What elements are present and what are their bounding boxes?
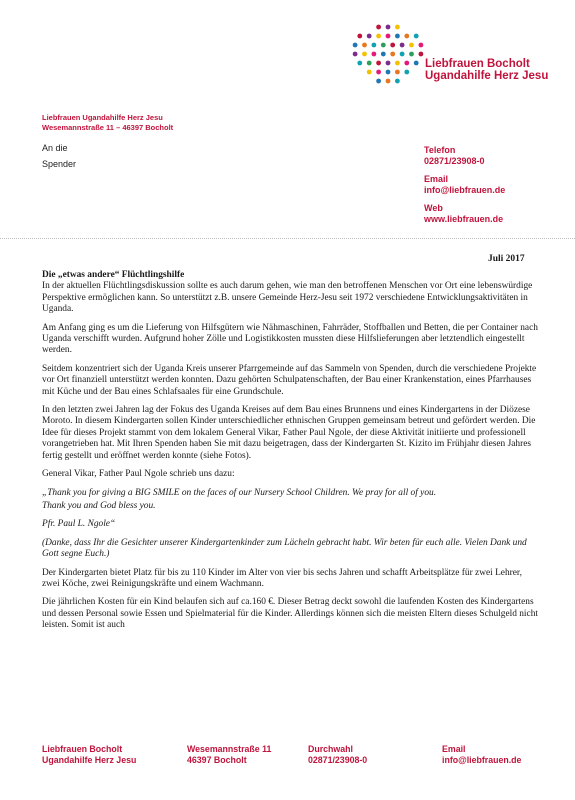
logo-dot: [367, 70, 372, 75]
letter-date: Juli 2017: [488, 254, 525, 264]
liebfrauen-logo-icon: [350, 22, 426, 86]
logo-dot: [400, 52, 405, 57]
logo-dot: [386, 61, 391, 66]
logo-dot: [395, 25, 400, 30]
quote-signature: Pfr. Paul L. Ngole“: [42, 519, 116, 530]
logo-dot: [367, 61, 372, 66]
logo-dot: [409, 43, 414, 48]
fold-line: [0, 238, 575, 239]
logo-dot: [404, 70, 409, 75]
contact-web: [424, 203, 505, 224]
footer-org-line-2: Ugandahilfe Herz Jesu: [42, 755, 137, 765]
recipient-line-1: An die: [42, 143, 68, 153]
footer-email: [442, 744, 521, 766]
footer-email-label: Email: [442, 744, 466, 754]
recipient-address: [42, 140, 76, 172]
quote-translation: (Danke, dass Ihr die Gesichter unserer Kindergartenkinder zum Lächeln gebracht habt. Wir beten für euch alle. Vielen Dank und Gott segne Euch.): [42, 537, 527, 560]
logo-line-2: Ugandahilfe Herz Jesu: [425, 70, 549, 82]
logo-dot: [409, 52, 414, 57]
footer-org-line-1: Liebfrauen Bocholt: [42, 744, 123, 754]
contact-email: [424, 174, 505, 195]
paragraph-3: Seitdem konzentriert sich der Uganda Kreis unserer Pfarrgemeinde auf das Sammeln von Spenden, durch die verschiedene Projekte vor Ort finanziell unterstützt werden konnten. Dazu gehörten Schulpatenschaften, der Bau einer Krankenstation, eines Pfarrhauses mit Küche und der Bau eines Schlafsaales für eine Grundschule.: [42, 363, 537, 397]
paragraph-6: Der Kindergarten bietet Platz für bis zu 110 Kinder im Alter von vier bis sechs Jahren und schafft Arbeitsplätze für zwei Lehrer, zwei Köche, zwei Reinigungskräfte und einem Wachmann.: [42, 567, 523, 589]
footer-phone-label: Durchwahl: [308, 744, 353, 754]
logo-dot: [400, 43, 405, 48]
email-label: Email: [424, 174, 449, 184]
logo-dot: [357, 61, 362, 66]
paragraph-7: Die jährlichen Kosten für ein Kind belaufen sich auf ca.160 €. Dieser Betrag deckt sowohl die laufenden Kosten des Kindergartens und dessen Personal sowie Essen und Spielmaterial für die Kinder. Allerdings können sich die meisten Eltern dieses Schulgeld nicht leisten. Somit ist auch: [42, 597, 538, 631]
footer-address-line-2: 46397 Bocholt: [187, 755, 247, 765]
footer-org: [42, 744, 136, 766]
footer-email-value: info@liebfrauen.de: [442, 755, 522, 765]
logo-dot: [390, 52, 395, 57]
sender-line-2: Wesemannstraße 11 – 46397 Bocholt: [42, 123, 174, 132]
logo-dot: [419, 52, 424, 57]
logo-dot: [414, 34, 419, 39]
contact-phone: [424, 145, 505, 166]
footer-address-line-1: Wesemannstraße 11: [187, 744, 272, 754]
footer-address: [187, 744, 271, 766]
contact-block: [424, 145, 505, 232]
logo-dot: [362, 43, 367, 48]
logo-dot: [404, 61, 409, 66]
logo-dot: [372, 43, 377, 48]
footer-phone: [308, 744, 367, 766]
paragraph-5: General Vikar, Father Paul Ngole schrieb uns dazu:: [42, 469, 235, 480]
logo-dot: [395, 34, 400, 39]
logo-dot: [419, 43, 424, 48]
logo-dot: [381, 52, 386, 57]
logo-dot: [386, 34, 391, 39]
logo-dot: [353, 52, 358, 57]
logo-dot: [381, 43, 386, 48]
logo-dot: [376, 79, 381, 84]
paragraph-1: In der aktuellen Flüchtlingsdiskussion sollte es auch darum gehen, wie man den betroffenen Menschen vor Ort eine lebenswürdige Perspektive ermöglichen kann. So unterstützt z.B. unsere Gemeinde Herz-Jesu seit 1972 verschiedene Entwicklungsaktivitäten in Uganda.: [42, 281, 533, 315]
logo-dot: [353, 43, 358, 48]
paragraph-2: Am Anfang ging es um die Lieferung von Hilfsgütern wie Nähmaschinen, Fahrräder, Stoffballen und Betten, die per Container nach Uganda verschifft wurden. Aufgrund hoher Zölle und Logistikkosten mussten diese Hilfslieferungen aber letztendlich eingestellt werden.: [42, 322, 538, 356]
paragraph-4: In den letzten zwei Jahren lag der Fokus des Uganda Kreises auf dem Bau eines Brunnens und eines Kindergartens in der Diözese Moroto. In diesem Kindergarten sollen Kinder unterschiedlicher ethnischen Gruppen gemeinsam betreut und gefördert werden. Die Idee für dieses Projekt stammt von dem lokalem General Vikar, Father Paul Ngole, der diese Aktivität initiierte und professionell vorangetrieben hat. Mit Ihren Spenden haben Sie mit dazu beigetragen, dass der Kindergarten St. Kizito im Frühjahr diesen Jahres fertig gestellt und eröffnet werden konnte (siehe Fotos).: [42, 405, 536, 461]
quote-line-2: Thank you and God bless you.: [42, 500, 156, 511]
logo-dot: [414, 61, 419, 66]
web-value: www.liebfrauen.de: [424, 213, 504, 224]
email-value: info@liebfrauen.de: [424, 184, 506, 195]
logo-dot: [367, 34, 372, 39]
sender-line-1: Liebfrauen Ugandahilfe Herz Jesu: [42, 113, 163, 122]
logo-dot: [395, 79, 400, 84]
logo-line-1: Liebfrauen Bocholt: [425, 58, 530, 70]
logo-dot: [386, 25, 391, 30]
phone-label: Telefon: [424, 145, 456, 155]
letter-title: Die „etwas andere“ Flüchtlingshilfe: [42, 270, 185, 280]
logo-dot: [376, 61, 381, 66]
logo-dot: [376, 70, 381, 75]
footer-phone-value: 02871/23908-0: [308, 755, 368, 765]
logo-dot: [357, 34, 362, 39]
phone-value: 02871/23908-0: [424, 155, 485, 166]
logo-dot: [372, 52, 377, 57]
recipient-line-2: Spender: [42, 159, 77, 169]
letter-body: [42, 270, 542, 639]
logo-wordmark: [425, 58, 548, 82]
logo-dot: [390, 43, 395, 48]
sender-address: [42, 113, 173, 133]
logo-dot: [376, 34, 381, 39]
web-label: Web: [424, 203, 443, 213]
logo-dot: [376, 25, 381, 30]
logo-dot: [395, 70, 400, 75]
logo-dot: [386, 79, 391, 84]
quote-line-1: „Thank you for giving a BIG SMILE on the faces of our Nursery School Children. We pray for all of you.: [42, 487, 437, 498]
logo-dot: [362, 52, 367, 57]
logo-dot: [395, 61, 400, 66]
logo-dot: [404, 34, 409, 39]
logo-dot: [386, 70, 391, 75]
